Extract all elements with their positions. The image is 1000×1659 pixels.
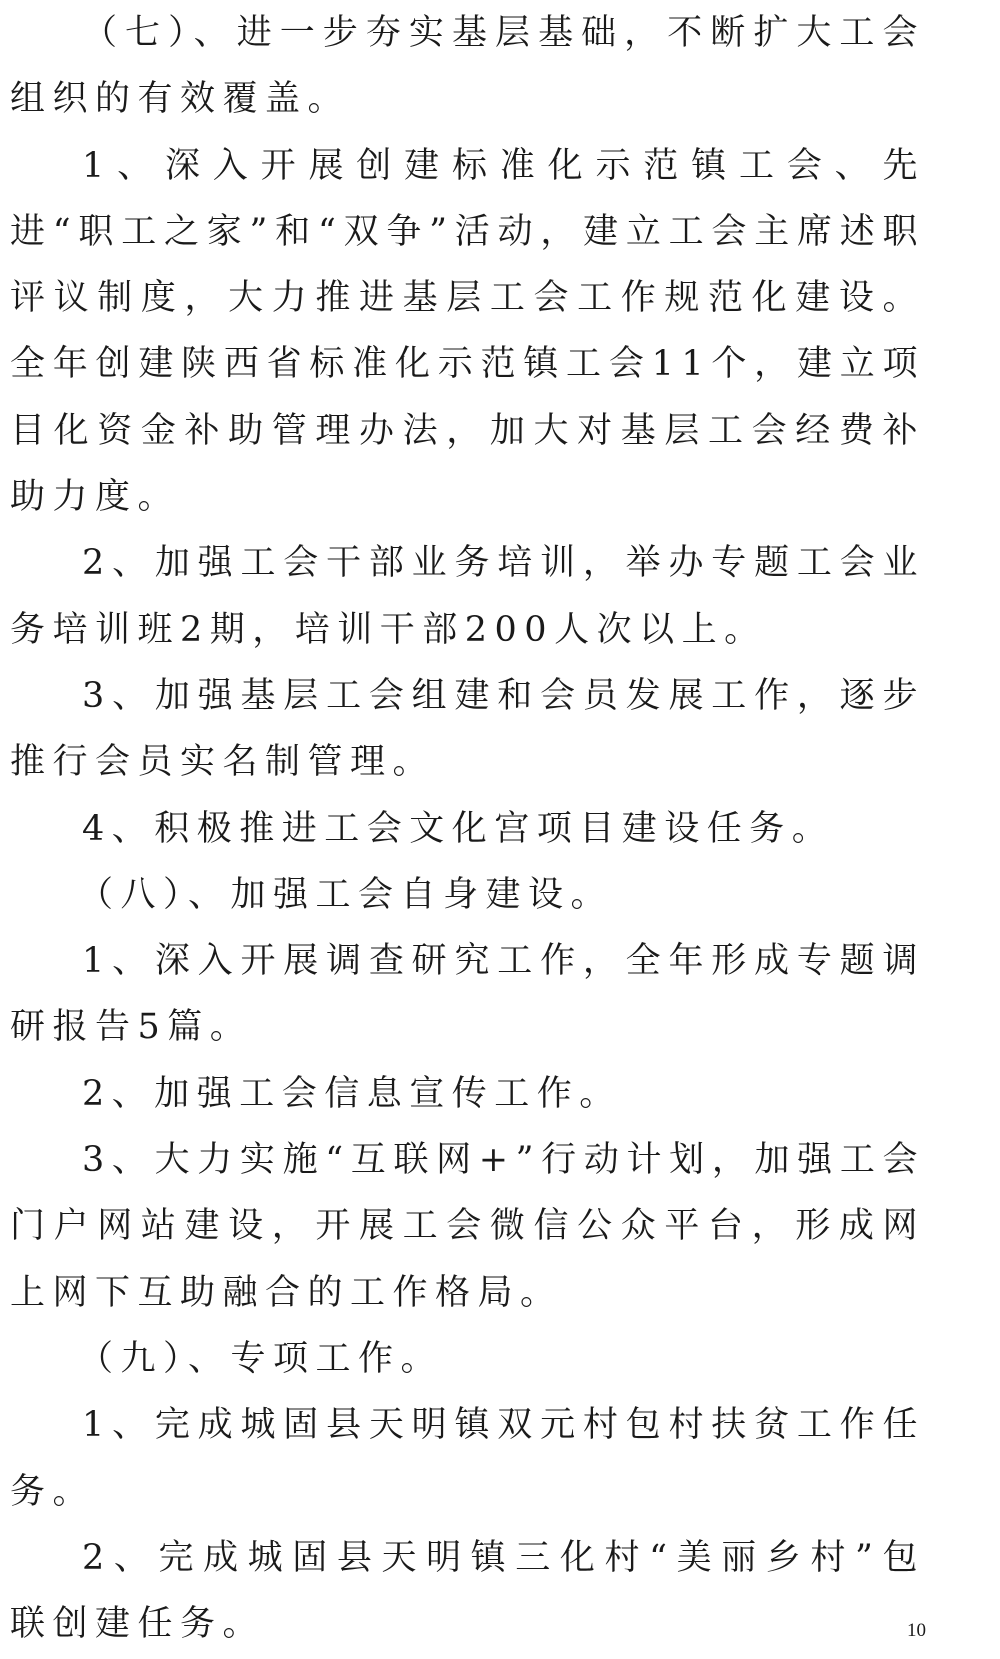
paragraph-8-2: 2、加强工会信息宣传工作。 xyxy=(82,1073,622,1114)
document-body xyxy=(10,0,925,1657)
paragraph-7-2: 2、加强工会干部业务培训，举办专题工会业务培训班2期，培训干部200人次以上。 xyxy=(10,543,925,650)
section-heading-7: （七）、进一步夯实基层基础，不断扩大工会组织的有效覆盖。 xyxy=(10,13,925,120)
paragraph-7-1: 1、深入开展创建标准化示范镇工会、先进“职工之家”和“双争”活动，建立工会主席述职评议制度，大力推进基层工会工作规范化建设。全年创建陕西省标准化示范镇工会11个，建立项目化资金补助管理办法，加大对基层工会经费补助力度。 xyxy=(10,145,925,518)
paragraph-9-1: 1、完成城固县天明镇双元村包村扶贫工作任务。 xyxy=(10,1405,925,1512)
paragraph-9-2: 2、完成城固县天明镇三化村“美丽乡村”包联创建任务。 xyxy=(10,1537,925,1645)
page-number: 10 xyxy=(907,1620,926,1641)
paragraph-7-3: 3、加强基层工会组建和会员发展工作，逐步推行会员实名制管理。 xyxy=(10,675,925,783)
paragraph-8-3: 3、大力实施“互联网+”行动计划，加强工会门户网站建设，开展工会微信公众平台，形成网上网下互助融合的工作格局。 xyxy=(10,1140,925,1313)
section-heading-8: （八）、加强工会自身建设。 xyxy=(78,874,614,915)
paragraph-8-1: 1、深入开展调查研究工作，全年形成专题调研报告5篇。 xyxy=(10,941,925,1048)
paragraph-7-4: 4、积极推进工会文化宫项目建设任务。 xyxy=(82,808,835,849)
section-heading-9: （九）、专项工作。 xyxy=(78,1338,444,1379)
